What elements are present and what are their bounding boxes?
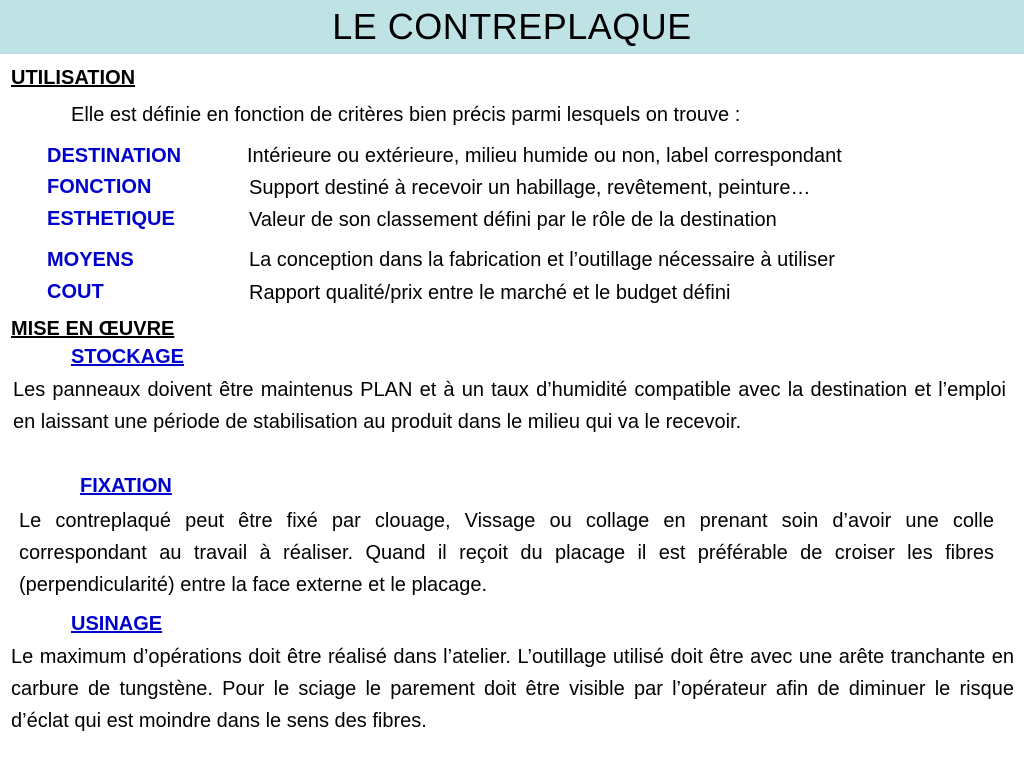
fixation-paragraph: Le contreplaqué peut être fixé par clouage, Vissage ou collage en prenant soin d’avoir une colle correspondant au travail à réaliser. Quand il reçoit du placage il est préférable de croiser les fibres (perpendicularité) entre la face externe et le placage.	[19, 510, 994, 596]
stockage-paragraph: Les panneaux doivent être maintenus PLAN et à un taux d’humidité compatible avec la destination et l’emploi en laissant une période de stabilisation au produit dans le milieu qui va le recevoir.	[13, 379, 1006, 433]
criterion-term-fonction: FONCTION	[47, 176, 152, 198]
subheading-fixation: FIXATION	[80, 475, 172, 497]
criterion-desc-moyens: La conception dans la fabrication et l’outillage nécessaire à utiliser	[249, 249, 835, 271]
heading-utilisation: UTILISATION	[11, 67, 136, 89]
criterion-desc-fonction: Support destiné à recevoir un habillage, revêtement, peinture…	[249, 177, 811, 199]
title-bar	[0, 0, 1024, 54]
subheading-usinage: USINAGE	[71, 613, 163, 635]
subheading-stockage: STOCKAGE	[71, 346, 184, 368]
criterion-desc-esthetique: Valeur de son classement défini par le rôle de la destination	[249, 209, 777, 231]
criterion-term-cout: COUT	[47, 281, 104, 303]
criterion-desc-destination: Intérieure ou extérieure, milieu humide ou non, label correspondant	[247, 145, 842, 167]
criterion-term-moyens: MOYENS	[47, 249, 134, 271]
heading-mise-en-oeuvre: MISE EN ŒUVRE	[11, 318, 175, 340]
criterion-term-destination: DESTINATION	[47, 145, 182, 167]
criterion-term-esthetique: ESTHETIQUE	[47, 208, 175, 230]
page-title: LE CONTREPLAQUE	[332, 6, 692, 47]
utilisation-intro: Elle est définie en fonction de critères bien précis parmi lesquels on trouve :	[71, 104, 741, 126]
criterion-desc-cout: Rapport qualité/prix entre le marché et le budget défini	[249, 282, 731, 304]
usinage-paragraph: Le maximum d’opérations doit être réalisé dans l’atelier. L’outillage utilisé doit être avec une arête tranchante en carbure de tungstène. Pour le sciage le parement doit être visible par l’opérateur afin de diminuer le risque d’éclat qui est moindre dans le sens des fibres.	[11, 646, 1014, 732]
